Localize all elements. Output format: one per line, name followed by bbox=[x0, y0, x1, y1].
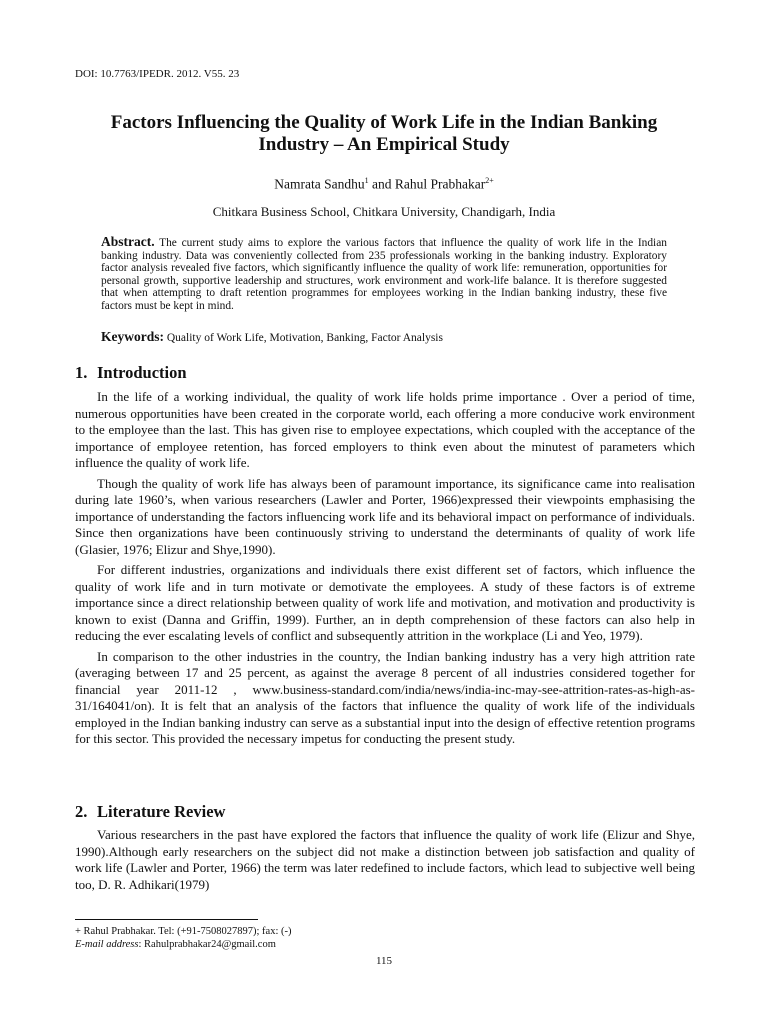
paragraph: Though the quality of work life has always been of paramount importance, its significance came into realisation during late 1960’s, when various researchers (Lawler and Porter, 1966)expressed their viewpoints emphasising the importance of understanding the factors influencing work life and its behavioral impact on performance of individuals. Since then organizations have been continuously striving to understand the determinants of quality of work life (Glasier, 1976; Elizur and Shye,1990). bbox=[75, 475, 695, 557]
title-line-2: Industry – An Empirical Study bbox=[258, 134, 510, 155]
section-title: Introduction bbox=[97, 363, 187, 382]
doi-line: DOI: 10.7763/IPEDR. 2012. V55. 23 bbox=[75, 68, 240, 80]
author-list bbox=[75, 176, 693, 193]
author-1: Namrata Sandhu bbox=[274, 176, 365, 192]
section-number: 1. bbox=[75, 363, 88, 382]
abstract bbox=[101, 236, 667, 313]
paragraph: In comparison to the other industries in the country, the Indian banking industry has a very high attrition rate (averaging between 17 and 25 percent, as against the average 8 percent of all industries considered together for financial year 2011-12 , www.business-standard.com/india/news/india-inc-may-see-attrition-rates-as-high-as-31/164041/on). It is felt that an analysis of the factors that influence the quality of work life of the individuals employed in the Indian banking industry can serve as a substantial input into the design of effective retention programs for this sector. This provided the necessary impetus for conducting the present study. bbox=[75, 648, 695, 746]
keywords bbox=[101, 329, 667, 345]
section-title: Literature Review bbox=[97, 802, 226, 821]
paragraph: In the life of a working individual, the quality of work life holds prime importance . Over a period of time, numerous opportunities have been created in the corporate world, each offering a more conducive work environment to the employee than the last. This has given rise to employee expectations, which coupled with the acceptance of the importance of employee retention, has forced employers to think even about the minutest of parameters which influence the quality of work life. bbox=[75, 389, 695, 470]
paragraph: Various researchers in the past have explored the factors that influence the quality of work life (Elizur and Shye, 1990).Although early researchers on the subject did not make a distinction between job satisfaction and quality of work life (Lawler and Porter, 1966) the term was later redefined to include factors, which lead to subjective well being too, D. R. Adhikari(1979) bbox=[75, 827, 695, 892]
footnote-email-label: E-mail address bbox=[75, 939, 139, 950]
footnote bbox=[75, 925, 292, 951]
paragraph: For different industries, organizations and individuals there exist different set of factors, which influence the quality of work life and in turn motivate or demotivate the employees. A study of these factors is of extreme importance since a direct relationship between quality of work life and motivation, and motivation and productivity is known to exist (Danna and Griffin, 1999). Further, an in depth comprehension of these factors can also help in reducing the ever escalating levels of conflict and subsequently attrition in the workplace (Li and Yeo, 1979). bbox=[75, 562, 695, 643]
section-number: 2. bbox=[75, 802, 88, 821]
paper-title bbox=[75, 112, 693, 156]
introduction-body bbox=[75, 389, 695, 752]
affiliation: Chitkara Business School, Chitkara University, Chandigarh, India bbox=[212, 204, 556, 219]
keywords-label: Keywords: bbox=[101, 329, 164, 344]
author-separator: and bbox=[368, 176, 395, 192]
author-2: Rahul Prabhakar bbox=[394, 176, 486, 192]
section-heading-literature-review bbox=[75, 802, 225, 822]
abstract-label: Abstract. bbox=[101, 234, 155, 249]
footnote-contact: + Rahul Prabhakar. Tel: (+91-7508027897); fax: (-) bbox=[75, 926, 292, 937]
footnote-email: : Rahulprabhakar24@gmail.com bbox=[138, 939, 276, 950]
author-1-affiliation-mark: 1 bbox=[364, 176, 369, 185]
section-heading-introduction bbox=[75, 363, 187, 383]
footnote-divider bbox=[75, 919, 258, 920]
keywords-text: Quality of Work Life, Motivation, Banking, Factor Analysis bbox=[166, 332, 443, 344]
footnote-email-line bbox=[75, 938, 292, 951]
page-number: 115 bbox=[375, 955, 393, 967]
abstract-text: The current study aims to explore the various factors that influence the quality of work life in the Indian banking industry. Data was conveniently collected from 235 professionals working in the banking industry. Exploratory factor analysis revealed five factors, which significantly influence the quality of work life: remuneration, opportunities for personal growth, supportive leadership and structures, work environment and work-life balance. It is therefore suggested that when attempting to draft retention programmes for employees working in the Indian banking industry, these five factors must be kept in mind. bbox=[101, 237, 667, 312]
title-line-1: Factors Influencing the Quality of Work Life in the Indian Banking bbox=[110, 112, 658, 133]
literature-review-body bbox=[75, 827, 695, 897]
author-2-affiliation-mark: 2+ bbox=[485, 176, 494, 185]
